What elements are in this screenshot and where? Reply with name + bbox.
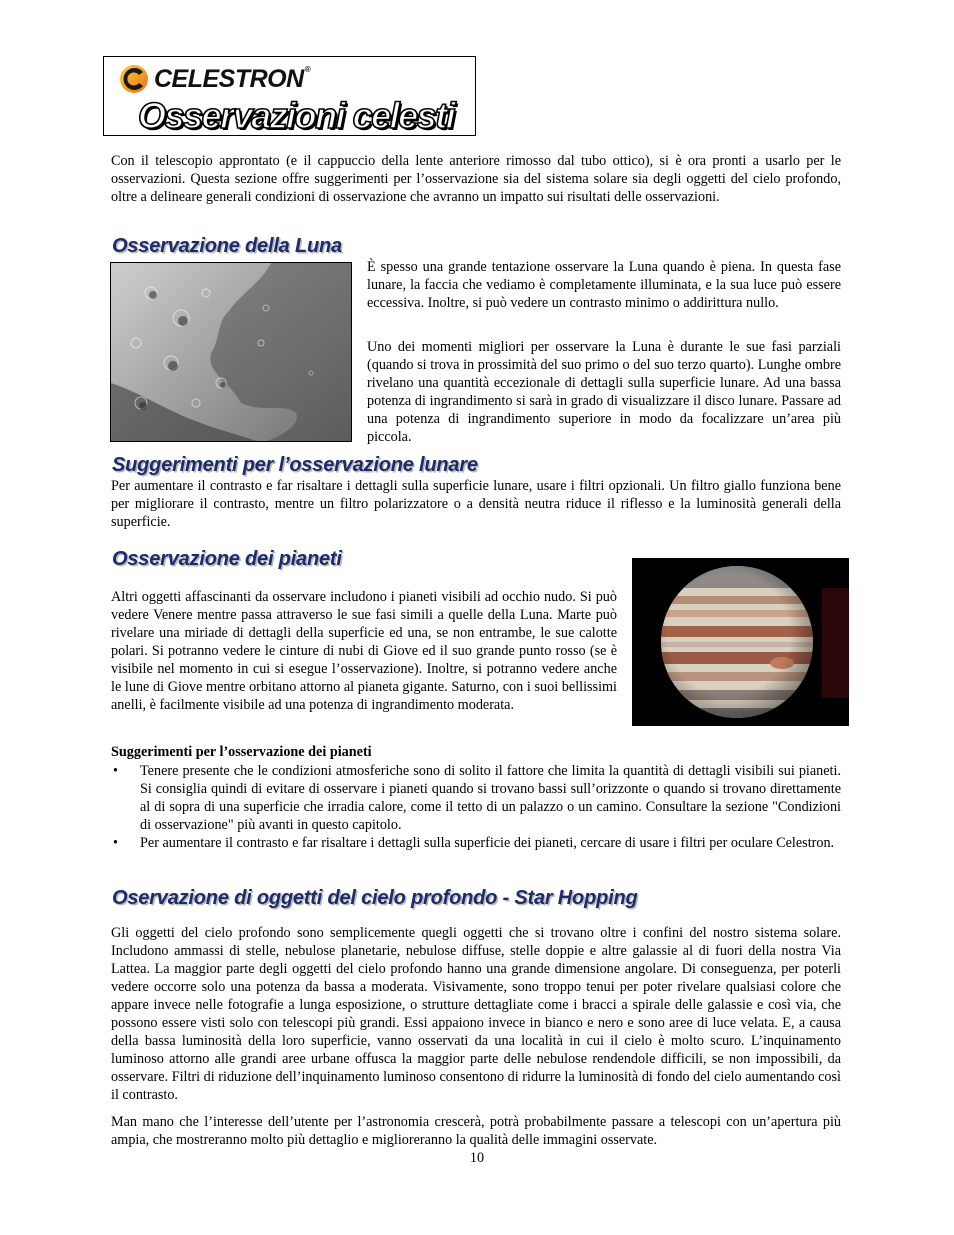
planet-tips-list <box>110 762 841 852</box>
moon-heading: Osservazione della Luna <box>112 235 342 257</box>
moon-photo <box>110 262 352 442</box>
list-item: • Per aumentare il contrasto e far risaltare i dettagli sulla superficie dei pianeti, cercare di usare i filtri per oculare Celestron. <box>113 835 835 851</box>
brand-name: CELESTRON® <box>154 64 311 93</box>
moon-paragraph-1: È spesso una grande tentazione osservare la Luna quando è piena. In questa fase lunare, la faccia che vediamo è completamente illuminata, e la sua luce può essere eccessiva. Inoltre, si può vedere un contrasto minimo o addirittura nullo. <box>367 259 841 311</box>
planets-heading: Osservazione dei pianeti <box>112 548 342 570</box>
bullet-icon: • <box>113 835 118 851</box>
moon-paragraph-2: Uno dei momenti migliori per osservare la Luna è durante le sue fasi parziali (quando si trova in prossimità del suo primo o del suo terzo quarto). Lunghe ombre rivelano una quantità eccezionale di dettagli sulla superficie lunare. Ad una bassa potenza di ingrandimento si sarà in grado di visualizzare il disco lunare. Passare ad una potenza di ingrandimento superiore in modo da focalizzare un’area più piccola. <box>367 339 841 445</box>
planet-tips-heading: Suggerimenti per l’osservazione dei pianeti <box>111 744 372 760</box>
moon-surface-image <box>111 263 352 442</box>
lunar-tips-heading: Suggerimenti per l’osservazione lunare <box>112 454 478 476</box>
celestron-swoosh-icon <box>118 63 150 95</box>
jupiter-planet-image <box>632 558 849 726</box>
deep-sky-paragraph-1: Gli oggetti del cielo profondo sono semplicemente quegli oggetti che si trovano oltre i confini del nostro sistema solare. Includono ammassi di stelle, nebulose planetarie, nebulose diffuse, stelle doppie e altre galassie al di fuori della nostra Via Lattea. La maggior parte degli oggetti del cielo profondo hanno una grande dimensione angolare. Di conseguenza, per poterli vedere occorre solo una potenza da bassa a moderata. Visivamente, sono troppo tenui per poter rivelare qualsiasi colore che appare invece nelle fotografie a lunga esposizione, o strutture dettagliate come i bracci a spirale delle galassie e così via, che possono essere visti solo con telescopi più grandi. Essi appaiono invece in bianco e nero e sono aree di luce velata. E, a causa della bassa luminosità della loro superficie, vanno osservati da una località in cui il cielo è molto scuro. L’inquinamento luminoso attorno alle grandi aree urbane offusca la maggior parte delle nebulose rendendole difficili, se non impossibili, da osservare. Filtri di riduzione dell’inquinamento luminoso consentono di ridurre la luminosità di fondo del cielo aumentando così il contrasto. <box>111 925 841 1103</box>
lunar-tips-paragraph: Per aumentare il contrasto e far risaltare i dettagli sulla superficie lunare, usare i filtri opzionali. Un filtro giallo funziona bene per migliorare il contrasto, mentre un filtro polarizzatore o a densità neutra riduce il riflesso e la luminosità generali della superficie. <box>111 478 841 530</box>
deep-sky-paragraph-2: Man mano che l’interesse dell’utente per l’astronomia crescerà, potrà probabilmente passare a telescopi con un’apertura più ampia, che mostreranno molto più dettaglio e miglioreranno la qualità delle immagini osservate. <box>111 1114 841 1148</box>
list-item: • Tenere presente che le condizioni atmosferiche sono di solito il fattore che limita la quantità di dettagli visibili sui pianeti. Si consiglia quindi di evitare di osservare i pianeti quando si trovano bassi sull’orizzonte o quando si trovano direttamente al di sopra di una superficie che irradia calore, come il tetto di un palazzo o un camino. Consultare la sezione "Condizioni di osservazione" più avanti in questo capitolo. <box>113 763 841 833</box>
celestron-logo <box>118 62 310 96</box>
deep-sky-heading: Oservazione di oggetti del cielo profondo - Star Hopping <box>112 887 638 909</box>
intro-paragraph: Con il telescopio approntato (e il cappuccio della lente anteriore rimosso dal tubo ottico), si è ora pronti a usarlo per le osservazioni. Questa sezione offre suggerimenti per l’osservazione sia del sistema solare sia degli oggetti del cielo profondo, oltre a delineare generali condizioni di osservazione che avranno un impatto sui risultati delle osservazioni. <box>111 153 841 205</box>
bullet-icon: • <box>113 763 118 779</box>
jupiter-photo <box>632 558 849 726</box>
page-number: 10 <box>469 1150 485 1166</box>
section-title: Osservazioni celesti <box>138 95 455 136</box>
planets-paragraph: Altri oggetti affascinanti da osservare includono i pianeti visibili ad occhio nudo. Si può vedere Venere mentre passa attraverso le sue fasi simili a quelle della Luna. Marte può rivelare una miriade di dettagli della superficie ed una, se non entrambe, le sue calotte polari. Si potranno vedere le cinture di nubi di Giove ed il suo grande punto rosso (se è visibile nel momento in cui si esegue l’osservazione). Inoltre, si potranno vedere anche le lune di Giove mentre orbitano attorno al pianeta gigante. Saturno, con i suoi bellissimi anelli, è facilmente visibile ad una potenza di ingrandimento moderata. <box>111 589 617 713</box>
header-logo-box <box>103 56 476 136</box>
